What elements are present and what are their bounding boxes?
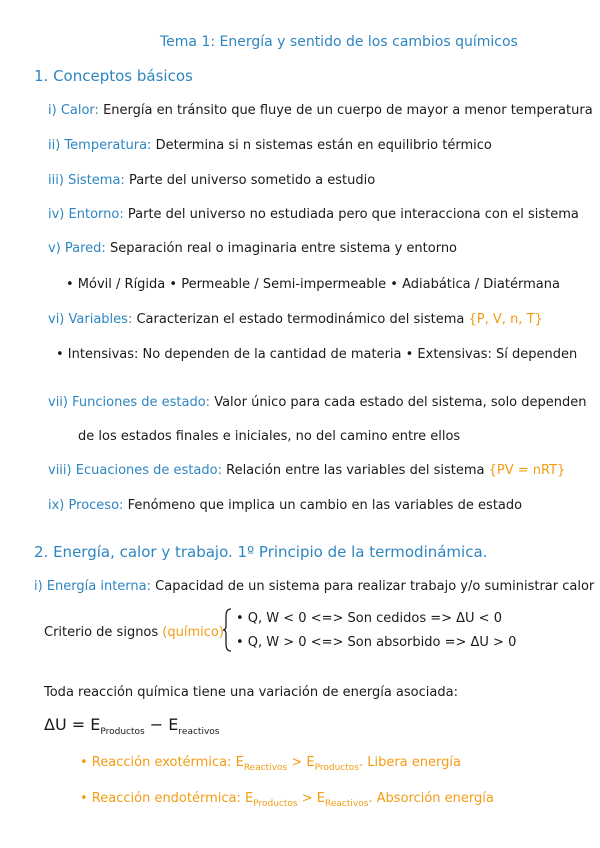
criterio-qualifier: (químico) [162,625,224,640]
item-ecuaciones [48,462,565,480]
formula-lhs: ΔU = E [44,715,101,734]
endo-e1: E [245,791,254,806]
item-variables [48,311,543,329]
criterio-line-2: • Q, W > 0 <=> Son absorbido => ΔU > 0 [236,635,517,650]
endo-s1: Productos [253,799,298,809]
exo-op: > E [287,755,315,770]
item-term: Sistema: [68,173,125,188]
item-pared [48,240,457,258]
item-term: Calor: [60,103,99,118]
item-def: Parte del universo no estudiada pero que interacciona con el sistema [127,207,579,222]
item-num: vi) [48,312,65,327]
criterio-line-1: • Q, W < 0 <=> Son cedidos => ΔU < 0 [236,611,502,626]
item-term: Variables: [68,312,133,327]
item-extra: {PV = nRT} [488,463,566,478]
formula-mid: − E [144,715,179,734]
item-energia-interna [34,578,594,596]
item-term: Proceso: [68,498,124,513]
item-term: Temperatura: [64,138,152,153]
endo-op: > E [297,791,325,806]
item-def: Determina si n sistemas están en equilibrio térmico [155,138,492,153]
exo-tail: . Libera energía [358,755,461,770]
item-term: Entorno: [68,207,124,222]
pared-types: • Móvil / Rígida • Permeable / Semi-impermeable • Adiabática / Diatérmana [66,277,560,292]
exo-label: • Reacción exotérmica: [80,755,232,770]
item-sistema [48,172,375,190]
criterio-label [44,624,224,642]
item-num: iii) [48,173,64,188]
item-term: Pared: [64,241,106,256]
item-def: Valor único para cada estado del sistema, solo dependen [214,395,587,410]
reaction-text: Toda reacción química tiene una variación de energía asociada: [44,685,458,700]
item-entorno [48,206,579,224]
endo-tail: . Absorción energía [368,791,494,806]
item-term: Energía interna: [46,579,152,594]
exothermic-line [80,754,461,777]
brace-icon [222,608,232,652]
exo-s1: Reactivos [243,763,288,773]
item-def: Capacidad de un sistema para realizar trabajo y/o suministrar calor [155,579,595,594]
item-funciones [48,394,587,412]
exo-s2: Productos [314,763,359,773]
delta-u-formula [44,716,219,741]
item-calor [48,102,593,120]
item-term: Funciones de estado: [72,395,211,410]
section-2-heading: 2. Energía, calor y trabajo. 1º Principio de la termodinámica. [34,543,488,561]
exo-e1: E [235,755,244,770]
item-num: viii) [48,463,72,478]
item-term: Ecuaciones de estado: [75,463,222,478]
formula-sub-1: Productos [100,727,145,737]
endo-s2: Reactivos [324,799,369,809]
item-num: i) [48,103,57,118]
criterio-text: Criterio de signos [44,625,159,640]
item-funciones-cont: de los estados finales e iniciales, no del camino entre ellos [78,429,461,444]
section-1-heading: 1. Conceptos básicos [34,67,193,85]
item-def: Caracterizan el estado termodinámico del sistema [136,312,465,327]
endo-label: • Reacción endotérmica: [80,791,241,806]
item-num: i) [34,579,43,594]
item-proceso [48,497,522,515]
item-def: Relación entre las variables del sistema [226,463,485,478]
item-def: Parte del universo sometido a estudio [128,173,376,188]
item-num: ii) [48,138,61,153]
page-title: Tema 1: Energía y sentido de los cambios químicos [160,34,518,50]
item-def: Fenómeno que implica un cambio en las variables de estado [127,498,523,513]
item-num: vii) [48,395,68,410]
item-def: Energía en tránsito que fluye de un cuerpo de mayor a menor temperatura [103,103,593,118]
item-def: Separación real o imaginaria entre sistema y entorno [109,241,458,256]
item-num: v) [48,241,61,256]
item-num: iv) [48,207,65,222]
endothermic-line [80,790,494,813]
variable-types: • Intensivas: No dependen de la cantidad de materia • Extensivas: Sí dependen [56,347,578,362]
item-num: ix) [48,498,65,513]
item-temperatura [48,137,492,155]
formula-sub-2: reactivos [178,727,220,737]
item-extra: {P, V, n, T} [468,312,543,327]
